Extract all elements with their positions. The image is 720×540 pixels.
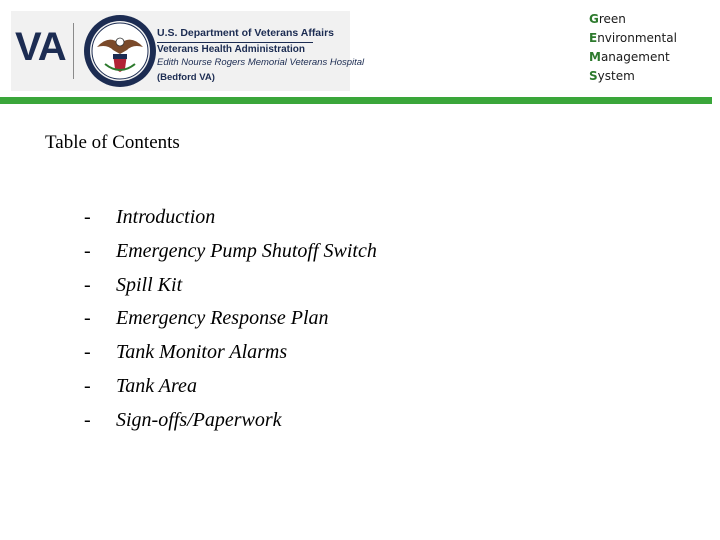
facility-name: Edith Nourse Rogers Memorial Veterans Hospital: [157, 57, 365, 68]
program-line: Environmental: [589, 31, 677, 45]
va-seal-icon: [83, 14, 157, 88]
toc-item-label: Sign-offs/Paperwork: [116, 408, 282, 431]
program-line: Green: [589, 12, 626, 26]
list-item: [0, 238, 480, 272]
toc-list: [0, 204, 480, 441]
department-rule: [157, 42, 313, 43]
bullet-dash: -: [84, 341, 91, 364]
toc-item-label: Tank Monitor Alarms: [116, 341, 288, 364]
va-logo-mark: VA: [15, 25, 66, 69]
list-item: [0, 373, 480, 407]
administration-name: Veterans Health Administration: [157, 44, 305, 55]
toc-item-label: Emergency Pump Shutoff Switch: [116, 239, 377, 262]
bullet-dash: -: [84, 408, 91, 431]
bullet-dash: -: [84, 374, 91, 397]
bullet-dash: -: [84, 307, 91, 330]
toc-item-label: Emergency Response Plan: [116, 307, 329, 330]
toc-item-label: Tank Area: [116, 374, 197, 397]
logo-divider: [73, 23, 74, 79]
program-line: System: [589, 69, 635, 83]
bullet-dash: -: [84, 239, 91, 262]
list-item: [0, 407, 480, 441]
header-divider-bar: [0, 97, 712, 104]
list-item: [0, 272, 480, 306]
bullet-dash: -: [84, 206, 91, 228]
toc-item-label: Introduction: [116, 206, 216, 228]
program-name: [589, 10, 677, 86]
list-item: [0, 204, 480, 238]
bullet-dash: -: [84, 273, 91, 296]
va-logo-banner: [11, 11, 365, 91]
page-title: Table of Contents: [45, 132, 180, 153]
program-line: Management: [589, 50, 670, 64]
list-item: [0, 339, 480, 373]
department-name: U.S. Department of Veterans Affairs: [157, 27, 334, 39]
list-item: [0, 305, 480, 339]
toc-item-label: Spill Kit: [116, 273, 183, 296]
facility-location: (Bedford VA): [157, 72, 215, 83]
